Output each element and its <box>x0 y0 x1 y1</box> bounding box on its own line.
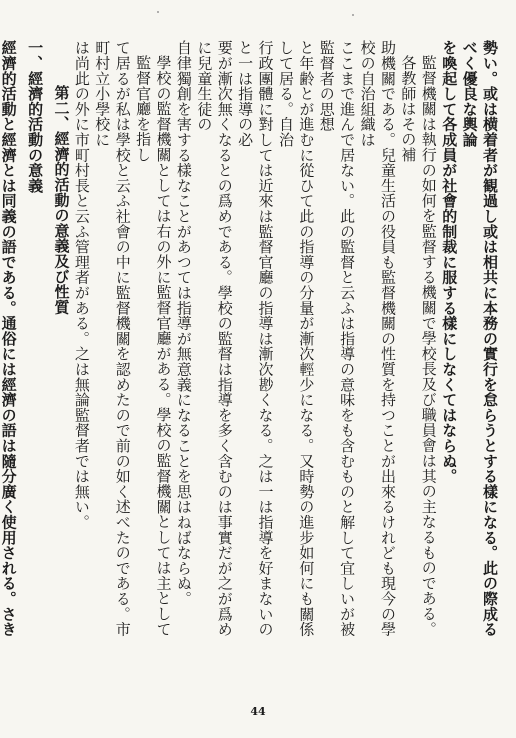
text-column: 勢い。或は横着者が観過し或は相共に本務の實行を怠らうとする樣になる。此の際成るべく優良な輿論 <box>460 40 499 637</box>
text-column: て居るが私は學校と云ふ社會の中に監督機關を認めたので前の如く述べたのである。市町村立小學校に <box>93 40 132 637</box>
print-speck <box>352 14 354 16</box>
text-column: 要が漸次無くなるとの爲めである。學校の監督は指導を多く含むのは事實だが之が爲めに兒童生徒の <box>195 40 234 637</box>
text-column: は尚此の外に市町村長と云ふ管理者がある。之は無論監督者では無い。 <box>72 40 91 530</box>
text-column: 助機關である。兒童生活の役員も監督機關の性質を持つことが出來るけれども現今の學校の自治組織は <box>358 40 397 637</box>
section-heading: 第二、經濟的活動の意義及び性質 <box>52 85 71 315</box>
page-number: 44 <box>250 705 266 718</box>
text-column: ここまで進んで居ない。此の監督と云ふは指導の意味をも含むものと解して宜しいが被監督者の思想 <box>317 40 357 637</box>
text-column: 經濟的活動と經濟とは同義の語である。通俗には經濟の語は隨分廣く使用される。さき <box>0 40 18 637</box>
text-column: を喚起して各成員が社會的制裁に服する樣にしなくてはならぬ。 <box>440 40 459 484</box>
text-column: 行政團體に對しては近來は監督官廳の指導は漸次尠くなる。之は一は指導を好まないのと一は指導の必 <box>236 40 275 637</box>
text-column: 學校の監督機關としては右の外に監督官廳がある。學校の監督機關としては主として監督官廳を指し <box>134 55 173 637</box>
text-column: 自律獨創を害する樣なことがあつては指導が無意義になることを思はねばならぬ。 <box>174 40 193 607</box>
text-column: と年齢とが進むに從ひて此の指導の分量が漸次輕少になる。又時勢の進步如何にも關係して居る。自治 <box>276 40 316 637</box>
subsection-heading: 一、經濟的活動の意義 <box>26 40 45 193</box>
vertical-text-body <box>0 40 500 640</box>
text-column: 監督機關は執行の如何を監督する機關で學校長及び職員會は其の主なるものである。各教師はその補 <box>399 55 438 637</box>
print-speck <box>157 11 159 13</box>
